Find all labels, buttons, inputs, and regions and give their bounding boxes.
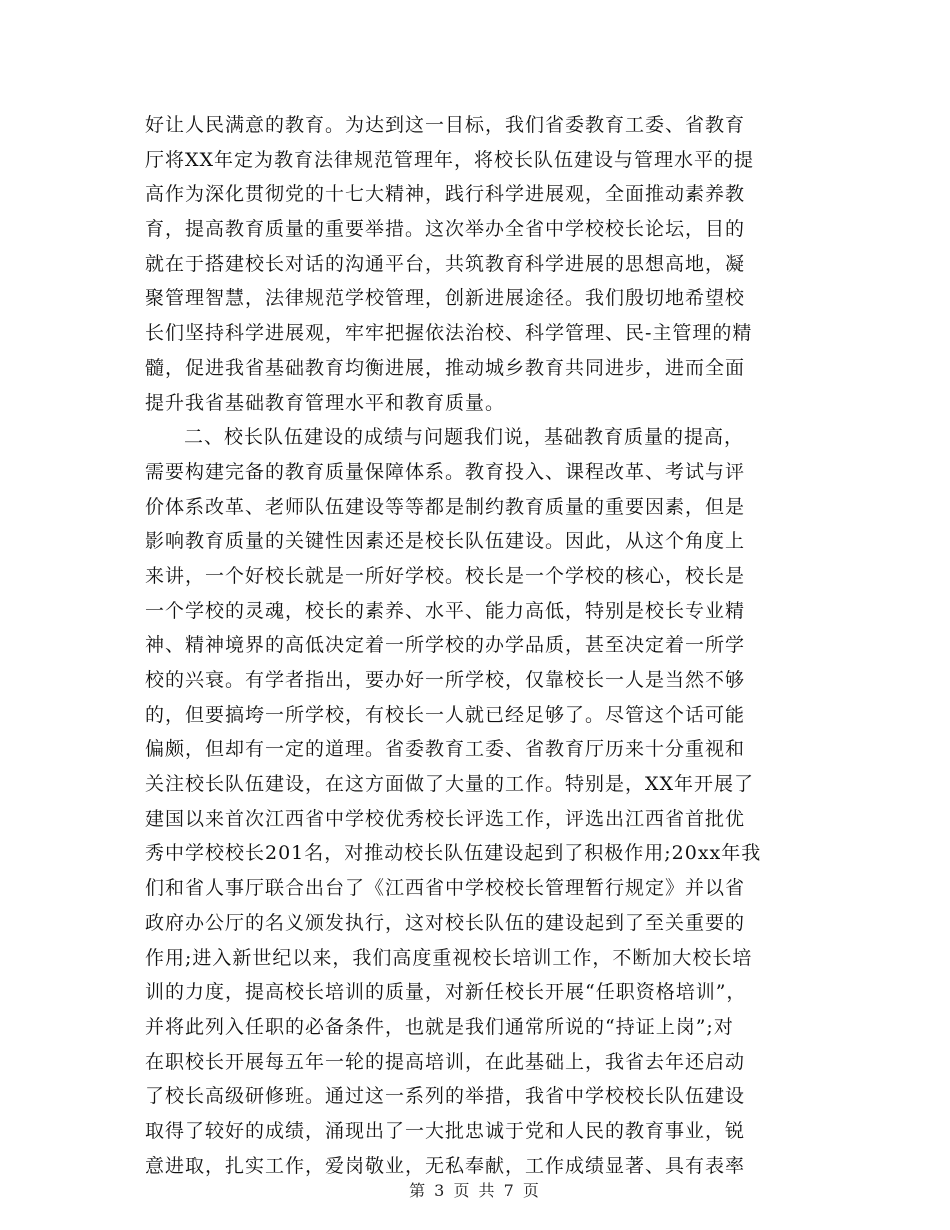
text-line: 就在于搭建校长对话的沟通平台，共筑教育科学进展的思想高地，凝 — [145, 252, 746, 275]
text-line: 长们坚持科学进展观，牢牢把握依法治校、科学管理、民-主管理的精 — [145, 322, 753, 345]
text-line: 聚管理智慧，法律规范学校管理，创新进展途径。我们殷切地希望校 — [145, 287, 746, 310]
text-line: 育，提高教育质量的重要举措。这次举办全省中学校校长论坛，目的 — [145, 218, 746, 241]
text-line: 提升我省基础教育管理水平和教育质量。 — [145, 391, 506, 414]
text-line: 需要构建完备的教育质量保障体系。教育投入、课程改革、考试与评 — [145, 460, 746, 483]
text-line: 并将此列入任职的必备条件，也就是我们通常所说的“持证上岗”;对 — [145, 1015, 734, 1038]
text-line: 们和省人事厅联合出台了《江西省中学校校长管理暂行规定》并以省 — [145, 877, 746, 900]
text-line: 高作为深化贯彻党的十七大精神，践行科学进展观，全面推动素养教 — [145, 183, 746, 206]
text-line: 了校长高级研修班。通过这一系列的举措，我省中学校校长队伍建设 — [145, 1085, 746, 1108]
text-line: 校的兴衰。有学者指出，要办好一所学校，仅靠校长一人是当然不够 — [145, 669, 746, 691]
text-line: 一个学校的灵魂，校长的素养、水平、能力高低，特别是校长专业精 — [145, 599, 746, 622]
text-line: 训的力度，提高校长培训的质量，对新任校长开展“任职资格培训”， — [145, 981, 747, 1004]
text-line: 建国以来首次江西省中学校优秀校长评选工作，评选出江西省首批优 — [145, 807, 746, 830]
body-text — [145, 108, 805, 1183]
text-line: 作用;进入新世纪以来，我们高度重视校长培训工作，不断加大校长培 — [145, 946, 753, 969]
text-line: 的，但要搞垮一所学校，有校长一人就已经足够了。尽管这个话可能 — [145, 703, 746, 726]
text-line: 来讲，一个好校长就是一所好学校。校长是一个学校的核心，校长是 — [145, 564, 746, 587]
text-line: 影响教育质量的关键性因素还是校长队伍建设。因此，从这个角度上 — [145, 530, 746, 553]
text-line: 厅将XX年定为教育法律规范管理年，将校长队伍建设与管理水平的提 — [145, 148, 755, 171]
text-line: 意进取，扎实工作，爱岗敬业，无私奉献，工作成绩显著、具有表率 — [145, 1154, 746, 1177]
text-line: 髓，促进我省基础教育均衡进展，推动城乡教育共同进步，进而全面 — [145, 356, 746, 379]
page-number-footer: 第 3 页 共 7 页 — [409, 1181, 541, 1200]
text-line: 关注校长队伍建设，在这方面做了大量的工作。特别是，XX年开展了 — [145, 773, 755, 796]
text-line: 神、精神境界的高低决定着一所学校的办学品质，甚至决定着一所学 — [145, 634, 746, 657]
text-line: 取得了较好的成绩，涌现出了一大批忠诚于党和人民的教育事业，锐 — [145, 1119, 746, 1142]
text-line: 好让人民满意的教育。为达到这一目标，我们省委教育工委、省教育 — [145, 114, 746, 136]
text-line: 秀中学校校长201名，对推动校长队伍建设起到了积极作用;20xx年我 — [145, 842, 762, 865]
section-heading-line: 二、校长队伍建设的成绩与问题我们说，基础教育质量的提高， — [184, 426, 745, 449]
text-line: 价体系改革、老师队伍建设等等都是制约教育质量的重要因素，但是 — [145, 495, 746, 518]
text-line: 政府办公厅的名义颁发执行，这对校长队伍的建设起到了至关重要的 — [145, 911, 746, 934]
text-line: 偏颇，但却有一定的道理。省委教育工委、省教育厅历来十分重视和 — [145, 738, 746, 761]
text-line: 在职校长开展每五年一轮的提高培训，在此基础上，我省去年还启动 — [145, 1050, 746, 1073]
